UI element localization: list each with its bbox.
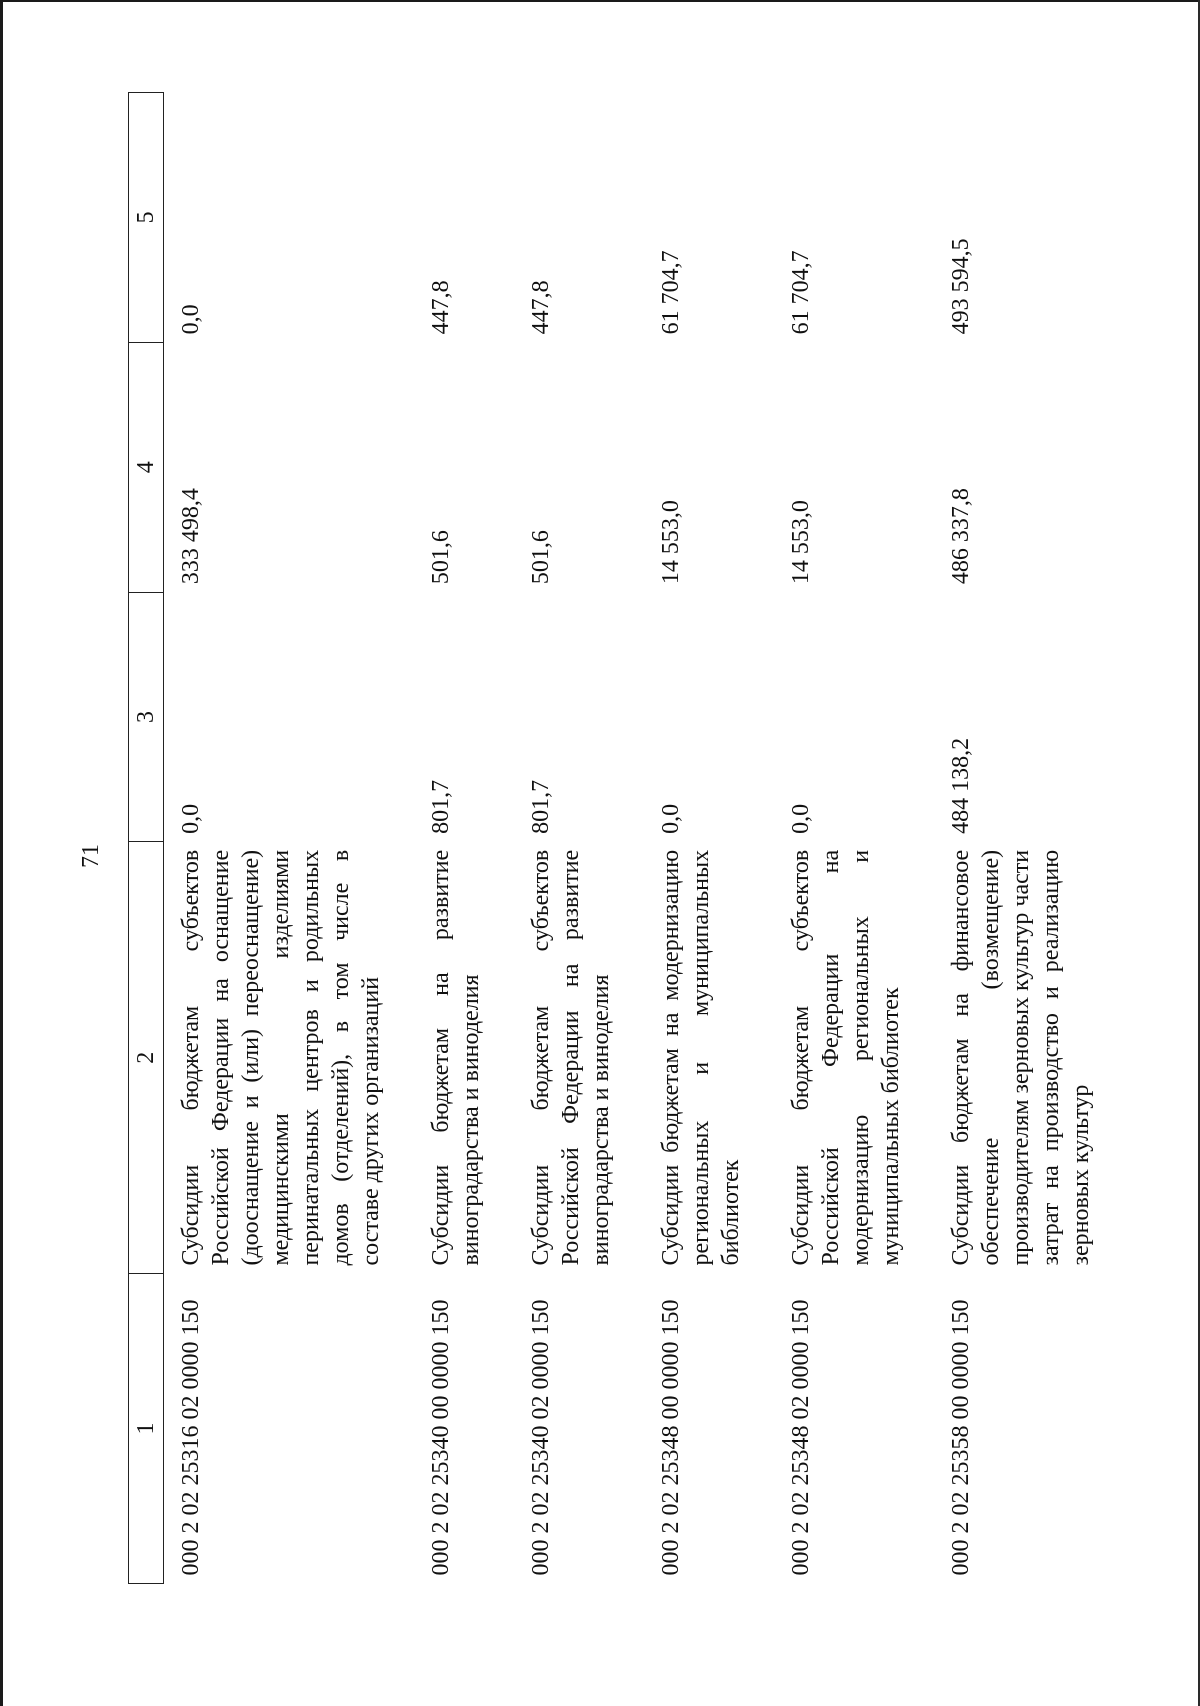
row-code: 000 2 02 25348 00 0000 150 <box>658 1299 684 1576</box>
row-value-col5: 493 594,5 <box>948 238 974 335</box>
row-value-col4: 501,6 <box>528 530 554 585</box>
row-value-col3: 801,7 <box>428 779 454 834</box>
column-header-3: 3 <box>129 592 164 842</box>
row-value-col3: 0,0 <box>178 803 204 834</box>
table-row <box>164 93 415 1584</box>
table-row <box>644 93 774 1584</box>
row-description: Субсидии бюджетам на финансовое обеспечение (возмещение) производителям зерновых культур части затрат на производство и реализацию зерновых культур <box>948 849 1094 1266</box>
column-header-1: 1 <box>129 1274 164 1584</box>
table-header-row <box>129 93 164 1584</box>
row-value-col5: 0,0 <box>178 304 204 335</box>
row-description: Субсидии бюджетам на модернизацию региональных и муниципальных библиотек <box>658 849 744 1266</box>
row-value-col3: 484 138,2 <box>948 737 974 834</box>
row-description: Субсидии бюджетам на развитие виноградарства и виноделия <box>428 849 484 1266</box>
row-code: 000 2 02 25340 02 0000 150 <box>528 1299 554 1576</box>
table-row <box>934 93 1124 1584</box>
row-value-col3: 801,7 <box>528 779 554 834</box>
table-row <box>774 93 934 1584</box>
column-header-2: 2 <box>129 842 164 1274</box>
row-value-col5: 61 704,7 <box>658 250 684 335</box>
table-row <box>414 93 514 1584</box>
row-description: Субсидии бюджетам субъектов Российской Федерации на развитие виноградарства и виноделия <box>528 849 614 1266</box>
row-value-col3: 0,0 <box>658 803 684 834</box>
budget-table <box>128 92 1124 1584</box>
row-value-col4: 333 498,4 <box>178 488 204 585</box>
row-value-col4: 486 337,8 <box>948 488 974 585</box>
table-row <box>514 93 644 1584</box>
row-value-col5: 447,8 <box>428 280 454 335</box>
row-code: 000 2 02 25358 00 0000 150 <box>948 1299 974 1576</box>
row-value-col5: 61 704,7 <box>788 250 814 335</box>
row-description: Субсидии бюджетам субъектов Российской Федерации на оснащение (дооснащение и (или) переоснащение) медицинскими изделиями перинатальных центров и родильных домов (отделений), в том числе в составе других организаций <box>178 849 384 1266</box>
row-description: Субсидии бюджетам субъектов Российской Федерации на модернизацию региональных и муниципальных библиотек <box>788 849 904 1266</box>
page-number: 71 <box>78 844 104 868</box>
row-code: 000 2 02 25348 02 0000 150 <box>788 1299 814 1576</box>
column-header-4: 4 <box>129 342 164 592</box>
column-header-5: 5 <box>129 93 164 343</box>
row-value-col5: 447,8 <box>528 280 554 335</box>
row-code: 000 2 02 25316 02 0000 150 <box>178 1299 204 1576</box>
row-value-col4: 14 553,0 <box>788 500 814 585</box>
row-code: 000 2 02 25340 00 0000 150 <box>428 1299 454 1576</box>
row-value-col4: 14 553,0 <box>658 500 684 585</box>
row-value-col4: 501,6 <box>428 530 454 585</box>
row-value-col3: 0,0 <box>788 803 814 834</box>
